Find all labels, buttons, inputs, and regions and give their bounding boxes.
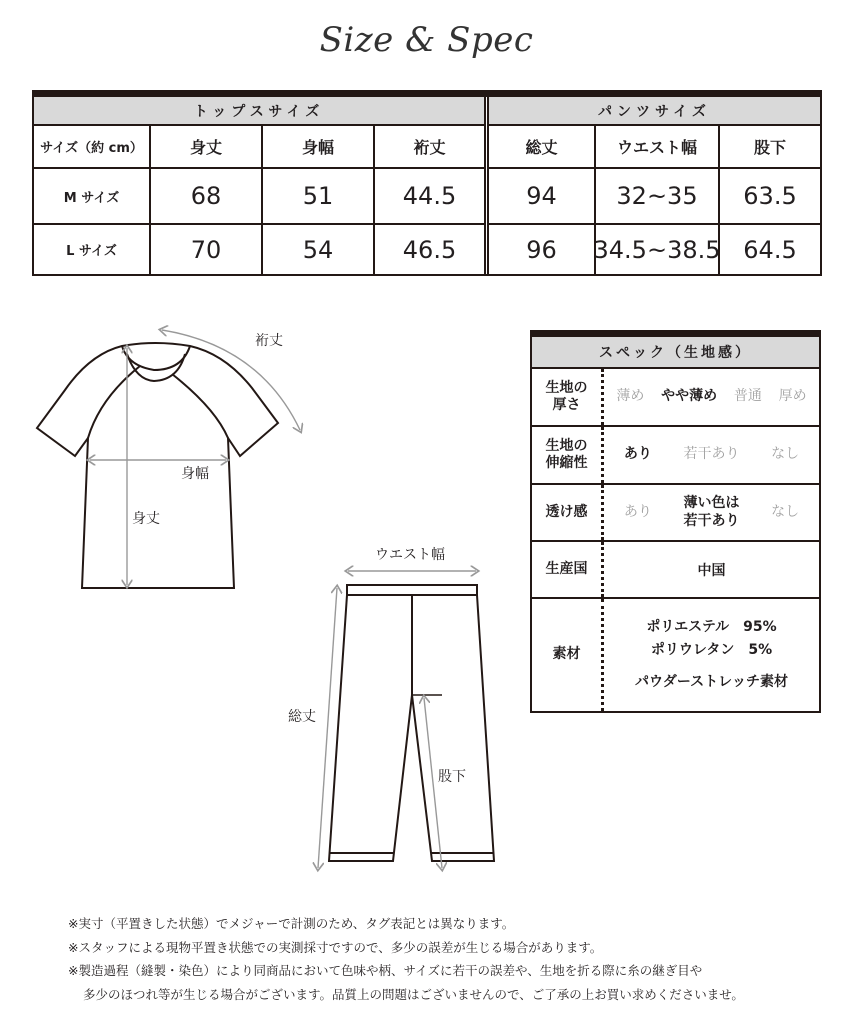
option-slightly-thin-selected: やや薄め — [661, 388, 718, 405]
option-sheer-light-colors-selected: 薄い色は 若干あり — [683, 495, 740, 529]
value-cell: 96 — [526, 235, 557, 264]
table-row-l — [489, 225, 820, 274]
waist-width-label: ウエスト幅 — [375, 547, 445, 563]
spec-label-thickness: 生地の 厚さ — [532, 369, 604, 425]
spec-label-origin: 生産国 — [532, 542, 604, 597]
body-width-label: 身幅 — [181, 466, 209, 482]
column-header-inseam: 股下 — [718, 126, 820, 167]
sheerness-options — [604, 485, 819, 540]
spec-header: スペック（生地感） — [532, 337, 819, 369]
spec-label-sheerness: 透け感 — [532, 485, 604, 540]
pants-column-headers — [489, 126, 820, 169]
spec-row-material — [532, 599, 819, 711]
pants-size-header: パンツサイズ — [489, 97, 820, 126]
size-label-l: L サイズ — [66, 244, 117, 259]
value-cell: 34.5~38.5 — [594, 225, 718, 274]
pants-size-section — [484, 97, 820, 274]
stretch-options — [604, 427, 819, 483]
column-header-body-width: 身幅 — [261, 126, 373, 167]
column-header-waist: ウエスト幅 — [594, 126, 718, 167]
option-stretch-none: なし — [771, 446, 800, 463]
spec-row-thickness — [532, 369, 819, 427]
tops-size-section — [34, 97, 484, 274]
value-cell: 68 — [149, 169, 261, 223]
pants-diagram — [280, 538, 520, 878]
material-values — [604, 599, 819, 711]
spec-row-origin — [532, 542, 819, 599]
value-cell: 51 — [261, 169, 373, 223]
note-line: ※スタッフによる現物平置き状態での実測採寸ですので、多少の誤差が生じる場合があります。 — [68, 939, 603, 955]
table-row-l — [34, 225, 484, 274]
option-sheer-none: なし — [771, 503, 800, 520]
body-length-label: 身丈 — [132, 511, 160, 527]
table-row-m — [489, 169, 820, 225]
material-polyurethane: ポリウレタン 5% — [650, 641, 773, 658]
column-header-sleeve-length: 裄丈 — [373, 126, 484, 167]
origin-value: 中国 — [697, 562, 726, 579]
value-cell: 70 — [149, 225, 261, 274]
spec-row-sheerness — [532, 485, 819, 542]
thickness-options — [604, 369, 819, 425]
value-cell: 32~35 — [594, 169, 718, 223]
size-table — [32, 90, 822, 276]
option-stretch-slight: 若干あり — [683, 446, 740, 463]
column-header-body-length: 身丈 — [149, 126, 261, 167]
value-cell: 54 — [261, 225, 373, 274]
size-label-m: M サイズ — [63, 190, 120, 206]
table-row-m — [34, 169, 484, 225]
option-normal: 普通 — [733, 388, 762, 405]
spec-table — [530, 330, 821, 713]
option-thin: 薄め — [616, 388, 645, 405]
note-line: ※実寸（平置きした状態）でメジャーで計測のため、タグ表記とは異なります。 — [68, 916, 515, 931]
pants-illustration-icon — [280, 538, 520, 878]
note-line: 多少のほつれ等が生じる場合がございます。品質上の問題はございませんので、ご了承の上お買い求めくださいませ。 — [83, 986, 744, 1002]
value-cell: 46.5 — [373, 225, 484, 274]
value-cell: 64.5 — [718, 225, 820, 274]
column-header-total-length: 総丈 — [525, 138, 558, 157]
tops-column-headers — [34, 126, 484, 169]
notes-section — [68, 912, 744, 1006]
value-cell: 94 — [526, 182, 557, 210]
sleeve-length-label: 裄丈 — [255, 333, 283, 349]
option-stretch-yes-selected: あり — [623, 446, 652, 463]
spec-label-stretch: 生地の 伸縮性 — [532, 427, 604, 483]
tops-size-header: トップスサイズ — [34, 97, 484, 126]
option-sheer-yes: あり — [623, 503, 652, 520]
value-cell: 44.5 — [373, 169, 484, 223]
note-line: ※製造過程（縫製・染色）により同商品において色味や柄、サイズに若干の誤差や、生地を折る際に糸の継ぎ目や — [68, 963, 703, 978]
material-note: パウダーストレッチ素材 — [634, 674, 789, 691]
spec-label-material: 素材 — [532, 599, 604, 711]
page-title: Size & Spec — [319, 20, 534, 60]
inseam-label: 股下 — [438, 769, 466, 785]
value-cell: 63.5 — [718, 169, 820, 223]
spec-row-stretch — [532, 427, 819, 485]
option-thick: 厚め — [778, 388, 807, 405]
total-length-label: 総丈 — [288, 709, 316, 725]
material-polyester: ポリエステル 95% — [646, 619, 777, 636]
size-unit-header: サイズ（約 cm） — [40, 141, 143, 156]
